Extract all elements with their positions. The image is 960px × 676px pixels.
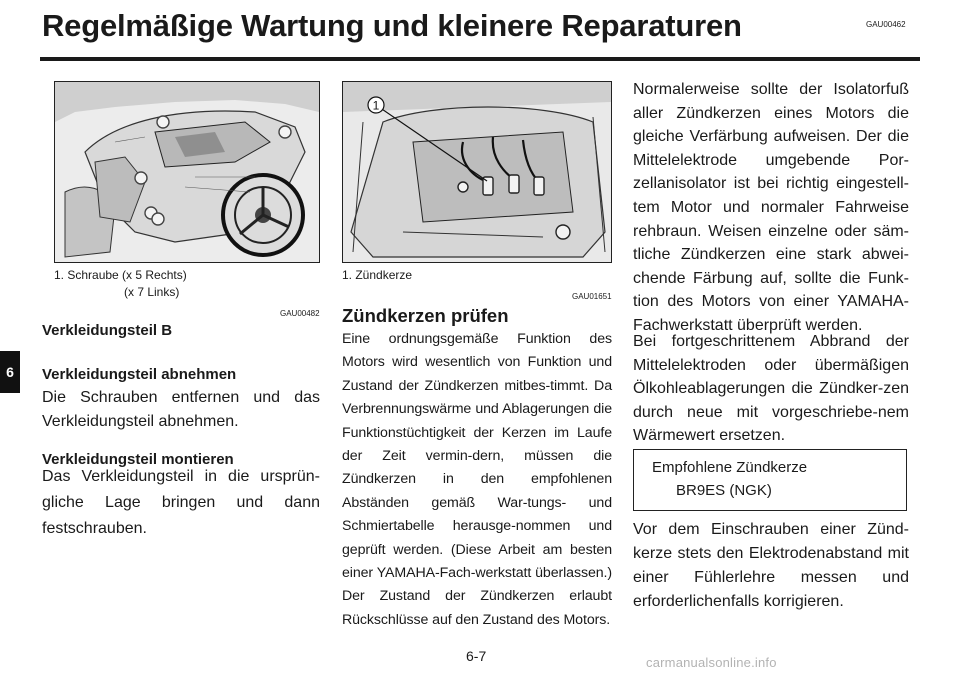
fairing-b-heading: Verkleidungsteil B <box>42 322 173 339</box>
insulator-text: Normalerweise sollte der Isolatorfuß aller Zündkerzen eines Motors die gleiche Verfärbung aufweisen. Der die Mittelelektrode umgebende Por-zellanisolator ist bei richtig eingestell-tem Motor und normaler Fahrweise rehbraun. Weisen einzelne oder säm-tliche Zündkerzen eine stark abwei-chende Färbung auf, sollte die Funk-tion des Motors von einer YAMAHA-Fachwerkstatt überprüft werden. <box>633 81 909 334</box>
sparkplug-text: Eine ordnungsgemäße Funktion des Motors wird wesentlich von Funktion und Zustand der Zündkerzen mitbes-timmt. Da Verbrennungswärme und Ablagerungen die Funktionstüchtigkeit der Kerzen im Laufe der Zeit vermin-dern, müssen die Zündkerzen in den empfohlenen Abständen gemäß War-tungs- und Schmiertabelle herausge-nommen und geprüft werden. (Diese Arbeit am besten einer YAMAHA-Fach-werkstatt überlassen.) Der Zustand der Zündkerzen erlaubt Rückschlüsse auf den Zustand des Motors. <box>342 331 612 628</box>
recommended-plug-value: BR9ES (NGK) <box>676 482 772 499</box>
chapter-number: 6 <box>6 364 14 380</box>
replacement-text: Bei fortgeschrittenem Abbrand der Mittelelektroden oder übermäßigen Ölkohleablagerungen die Zündker-zen durch neue mit vorgeschriebe-nem Wärmewert ersetzen. <box>633 333 909 445</box>
page-number: 6-7 <box>466 648 487 664</box>
watermark: carmanualsonline.info <box>646 655 777 670</box>
remove-text: Die Schrauben entfernen und das Verkleidungsteil abnehmen. <box>42 389 320 430</box>
motorcycle-illustration <box>55 82 319 262</box>
fairing-caption-line2: (x 7 Links) <box>124 285 180 299</box>
sparkplug-caption: 1. Zündkerze <box>342 268 413 282</box>
sparkplug-heading: Zündkerzen prüfen <box>342 305 509 326</box>
mount-heading: Verkleidungsteil montieren <box>42 451 234 468</box>
sparkplug-code: GAU01651 <box>572 292 612 301</box>
title-rule <box>40 57 920 61</box>
gap-check-text: Vor dem Einschrauben einer Zünd-kerze stets den Elektrodenabstand mit einer Fühlerlehre messen und erforderlichenfalls korrigieren. <box>633 521 909 610</box>
remove-heading: Verkleidungsteil abnehmen <box>42 366 237 383</box>
fairing-figure <box>54 81 320 263</box>
chapter-tab <box>0 351 20 393</box>
mount-text: Das Verkleidungsteil in die ursprün-gliche Lage bringen und dann festschrauben. <box>42 468 320 537</box>
recommended-plug-box <box>633 449 907 511</box>
sparkplug-figure <box>342 81 612 263</box>
fairing-caption-line1: 1. Schraube (x 5 Rechts) <box>54 268 187 282</box>
sparkplug-illustration <box>343 82 611 262</box>
section-code: GAU00462 <box>866 20 906 29</box>
recommended-plug-label: Empfohlene Zündkerze <box>652 459 808 476</box>
page-title: Regelmäßige Wartung und kleinere Reparaturen <box>42 8 742 43</box>
fairing-code: GAU00482 <box>280 309 320 318</box>
sparkplug-callout-number: 1 <box>372 98 380 113</box>
